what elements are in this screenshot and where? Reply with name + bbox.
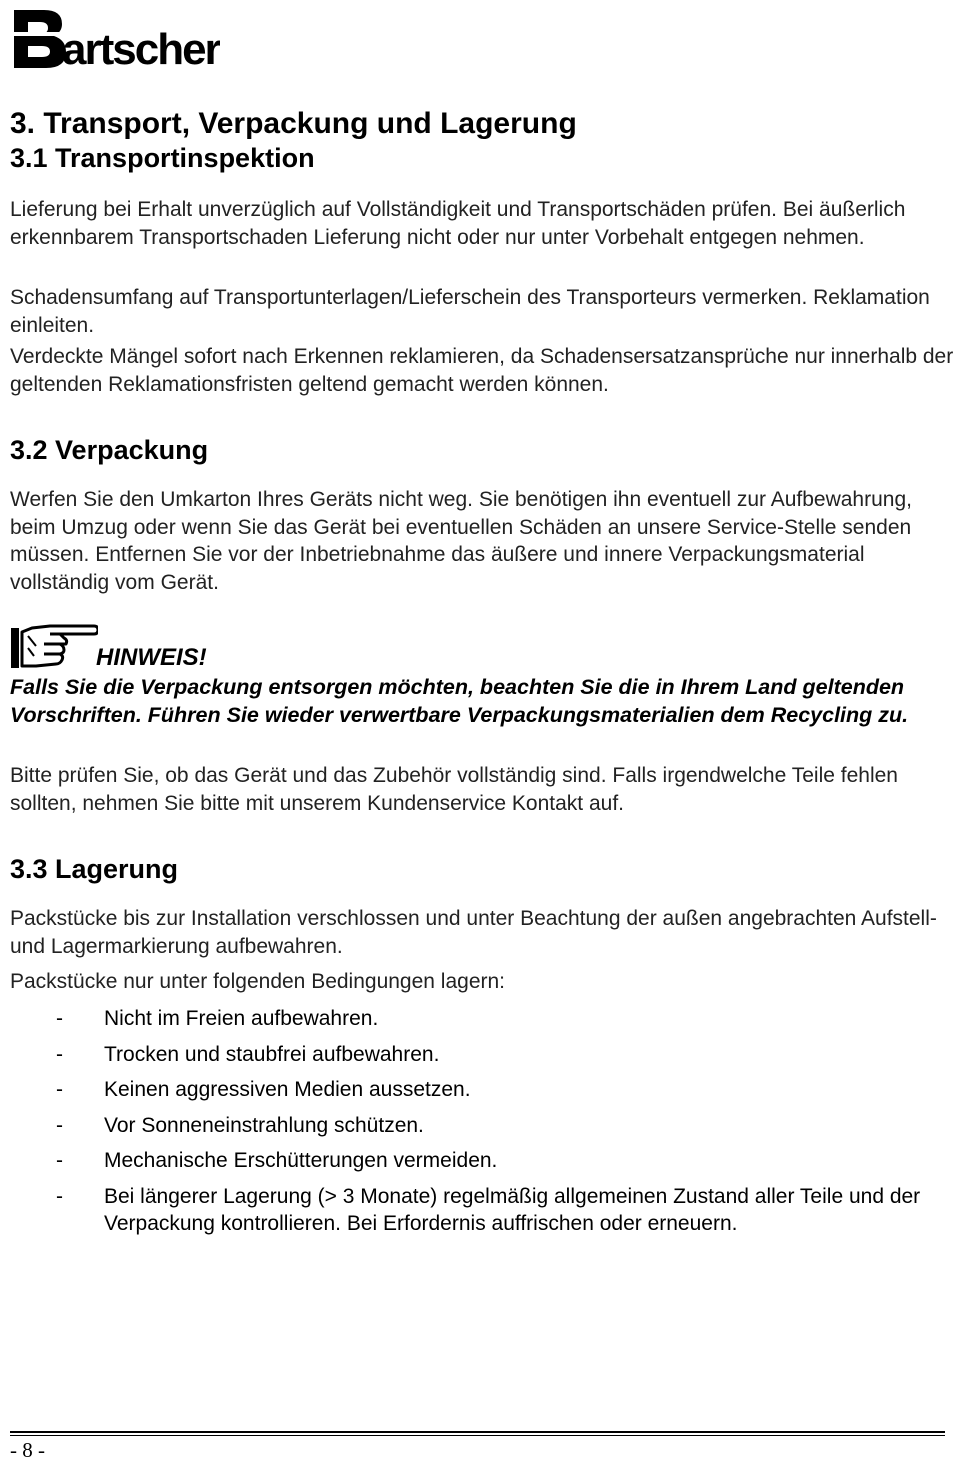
list-dash: - (56, 1007, 63, 1030)
list-item-text: Keinen aggressiven Medien aussetzen. (104, 1078, 471, 1101)
list-item (10, 1076, 955, 1103)
page-number: - 8 - (10, 1438, 45, 1462)
paragraph-hidden-defects: Verdeckte Mängel sofort nach Erkennen reklamieren, da Schadensersatzansprüche nur innerhalb der geltenden Reklamationsfristen geltend gemacht werden können. (10, 345, 954, 396)
list-dash: - (56, 1113, 63, 1137)
bartscher-logo (10, 2, 220, 72)
list-dash: - (56, 1149, 63, 1172)
list-item (10, 1147, 955, 1174)
section-title: 3. Transport, Verpackung und Lagerung (10, 107, 577, 140)
logo-wordmark: artscher (62, 25, 220, 72)
paragraph-storage: Packstücke bis zur Installation verschlossen und unter Beachtung der außen angebrachten Aufstell- und Lagermarkierung aufbewahren. (10, 907, 937, 958)
list-intro: Packstücke nur unter folgenden Bedingungen lagern: (10, 970, 506, 993)
list-dash: - (56, 1078, 63, 1101)
list-item-text: Vor Sonneneinstrahlung schützen. (104, 1113, 424, 1137)
footer-divider-thin (10, 1435, 945, 1436)
subsection-title-transportinspektion: 3.1 Transportinspektion (10, 143, 315, 173)
notice-text: Falls Sie die Verpackung entsorgen möchten, beachten Sie die in Ihrem Land geltenden Vorschriften. Führen Sie wieder verwertbare Verpackungsmaterialien dem Recycling zu. (10, 675, 909, 727)
subsection-title-verpackung: 3.2 Verpackung (10, 435, 209, 465)
pointing-hand-icon (10, 620, 98, 670)
paragraph-damage-extent: Schadensumfang auf Transportunterlagen/Lieferschein des Transporteurs vermerken. Reklamation einleiten. (10, 286, 930, 337)
list-item-text: Bei längerer Lagerung (> 3 Monate) regelmäßig allgemeinen Zustand aller Teile und der Verpackung kontrollieren. Bei Erfordernis auffrischen oder erneuern. (104, 1184, 921, 1235)
list-item-text: Trocken und staubfrei aufbewahren. (104, 1042, 440, 1066)
storage-conditions-list (10, 1005, 955, 1245)
notice-title: HINWEIS! (96, 644, 207, 671)
paragraph-completeness: Bitte prüfen Sie, ob das Gerät und das Zubehör vollständig sind. Falls irgendwelche Teile fehlen sollten, nehmen Sie bitte mit unserem Kundenservice Kontakt auf. (10, 764, 898, 815)
list-item (10, 1183, 955, 1237)
list-item (10, 1041, 955, 1068)
notice-header (10, 620, 410, 672)
footer-divider (10, 1431, 945, 1433)
subsection-title-lagerung: 3.3 Lagerung (10, 854, 179, 884)
list-item (10, 1005, 955, 1032)
paragraph-transport-check: Lieferung bei Erhalt unverzüglich auf Vollständigkeit und Transportschäden prüfen. Bei äußerlich erkennbarem Transportschaden Lieferung nicht oder nur unter Vorbehalt entgegen nehmen. (10, 198, 906, 249)
list-dash: - (56, 1042, 63, 1066)
list-item (10, 1112, 955, 1139)
list-item-text: Nicht im Freien aufbewahren. (104, 1007, 379, 1030)
list-item-text: Mechanische Erschütterungen vermeiden. (104, 1149, 498, 1172)
paragraph-packaging: Werfen Sie den Umkarton Ihres Geräts nicht weg. Sie benötigen ihn eventuell zur Aufbewahrung, beim Umzug oder wenn Sie das Gerät bei eventuellen Schäden an unsere Service-Stelle senden müssen. Entfernen Sie vor der Inbetriebnahme das äußere und innere Verpackungsmaterial vollständig vom Gerät. (10, 488, 912, 594)
list-dash: - (56, 1184, 63, 1208)
